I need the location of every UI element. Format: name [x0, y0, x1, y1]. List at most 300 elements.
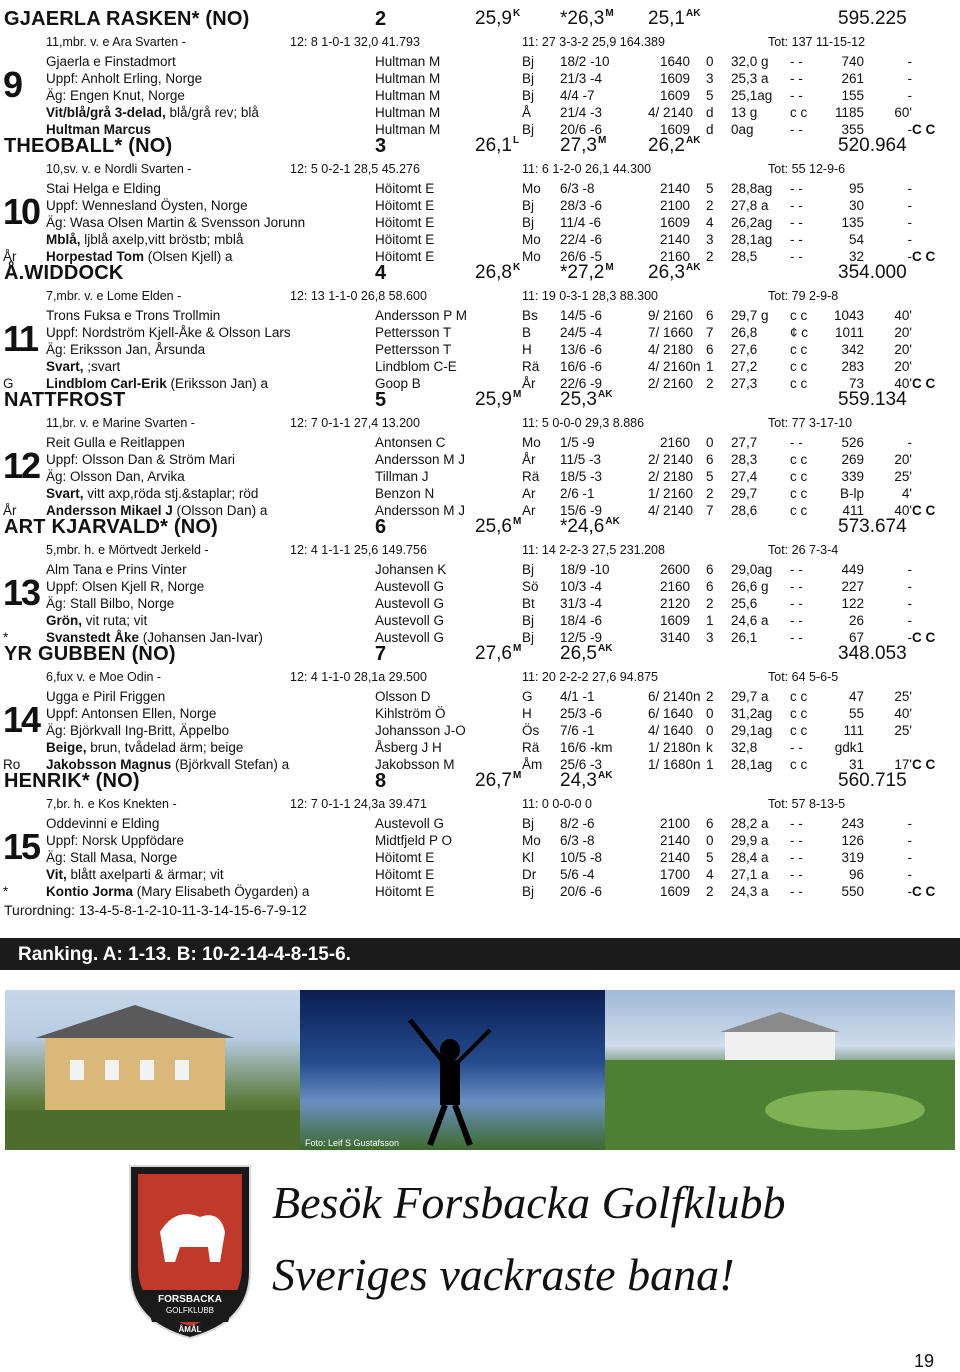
record-1-suffix: M	[512, 643, 522, 654]
row-description	[46, 54, 176, 69]
col-i: B-lp	[839, 486, 864, 501]
col-j: 17'	[894, 757, 912, 772]
col-c: Dr	[522, 867, 537, 882]
col-c: Rä	[522, 469, 540, 484]
col-h: c c	[790, 503, 808, 518]
horse-entry	[0, 643, 960, 773]
record-1-suffix: M	[512, 516, 522, 527]
col-e: 2100	[659, 198, 690, 213]
post-position	[375, 643, 386, 666]
race-row	[0, 486, 960, 503]
row-text: Äg: Olsson Dan, Arvika	[46, 469, 185, 484]
col-g: 32,8	[731, 740, 758, 755]
col-g: 27,4	[731, 469, 758, 484]
record-2-suffix: M	[597, 135, 607, 146]
col-c: Ös	[522, 723, 540, 738]
col-j: -	[907, 850, 912, 865]
col-d: 20/6 -6	[560, 884, 603, 899]
col-i: 96	[848, 867, 864, 882]
col-b: Tillman J	[375, 469, 429, 484]
horse-name	[4, 262, 124, 285]
col-i: 1043	[833, 308, 864, 323]
col-i: 526	[841, 435, 864, 450]
record-2	[560, 389, 612, 411]
col-d: 18/2 -10	[560, 54, 610, 69]
record-3	[648, 262, 700, 284]
record-1-suffix: L	[512, 135, 520, 146]
row-description	[46, 833, 184, 848]
horse-entry	[0, 8, 960, 138]
record-3-suffix: AK	[685, 8, 701, 19]
col-c: Bj	[522, 71, 535, 86]
col-b: Hultman M	[375, 88, 441, 103]
horse-name-value: ART KJARVALD* (NO)	[4, 516, 218, 538]
horse-name	[4, 643, 176, 666]
col-i: 126	[841, 833, 864, 848]
col-b: Johansen K	[375, 562, 447, 577]
col-i: 740	[841, 54, 864, 69]
race-row	[0, 215, 960, 232]
col-c: Mo	[522, 249, 541, 264]
post-position-value: 4	[375, 262, 387, 284]
info-desc: 7,mbr. v. e Lome Elden -	[46, 289, 182, 303]
start-number: 11	[3, 318, 38, 359]
col-g: 28,3	[731, 452, 758, 467]
col-e: 2160	[659, 435, 690, 450]
photo-golfer	[300, 990, 605, 1150]
race-row	[0, 706, 960, 723]
info-y12: 12: 13 1-1-0 26,8 58.600	[290, 289, 427, 303]
col-d: 5/6 -4	[560, 867, 595, 882]
col-g: 0ag	[731, 122, 754, 137]
col-f: 2	[706, 486, 714, 501]
col-h: - -	[790, 613, 803, 628]
race-row	[0, 579, 960, 596]
col-i: 1185	[834, 105, 864, 120]
race-row	[0, 325, 960, 342]
photo-golf-course	[605, 990, 955, 1150]
col-b: Höitomt E	[375, 181, 435, 196]
col-d: 18/4 -6	[560, 613, 603, 628]
horse-name-value: NATTFROST	[4, 389, 126, 411]
col-b: Austevoll G	[375, 579, 445, 594]
horse-name-value: THEOBALL* (NO)	[4, 135, 173, 157]
col-g: 24,3 a	[731, 884, 769, 899]
row-text: Trons Fuksa e Trons Trollmin	[46, 308, 221, 323]
col-e: 4/ 2180	[648, 342, 694, 357]
row-description	[46, 88, 185, 103]
row-text: Uppf: Olsen Kjell R, Norge	[46, 579, 205, 594]
col-c: Bs	[522, 308, 538, 323]
row-text: Äg: Wasa Olsen Martin & Svensson Jorunn	[46, 215, 306, 230]
col-b: Höitomt E	[375, 198, 435, 213]
prize-money-value: 560.715	[838, 770, 907, 791]
col-g: 27,7	[731, 435, 758, 450]
col-e: 1700	[659, 867, 690, 882]
col-e: 1640	[659, 54, 690, 69]
horse-entry	[0, 135, 960, 265]
row-bold-text: Lindblom Carl-Erik	[46, 376, 167, 391]
col-e: 6/ 2140n	[648, 689, 701, 704]
record-1	[475, 8, 520, 30]
row-prefix: *	[3, 630, 9, 645]
col-j: 40'	[894, 503, 912, 518]
record-3	[648, 770, 649, 792]
record-3-value: 26,2	[648, 135, 685, 156]
col-f: 2	[706, 376, 714, 391]
row-text: vitt axp,röda stj.&staplar; röd	[83, 486, 259, 501]
col-j: -	[907, 867, 912, 882]
row-text: (Mary Elisabeth Öygarden) a	[133, 884, 310, 899]
col-c: Bt	[522, 596, 535, 611]
col-b: Höitomt E	[375, 215, 435, 230]
col-g: 27,8 a	[731, 198, 769, 213]
race-row	[0, 54, 960, 71]
info-tot: Tot: 26 7-3-4	[768, 543, 839, 557]
col-h: - -	[790, 54, 803, 69]
col-b: Hultman M	[375, 54, 441, 69]
col-c: Bj	[522, 884, 535, 899]
col-i: 31	[848, 757, 864, 772]
row-description	[46, 850, 177, 865]
col-d: 18/5 -3	[560, 469, 603, 484]
info-y11: 11: 19 0-3-1 28,3 88.300	[522, 289, 658, 303]
record-2-suffix: M	[605, 8, 614, 19]
col-k: C C	[912, 884, 936, 899]
col-c: Mo	[522, 435, 541, 450]
col-e: 1609	[659, 88, 690, 103]
horse-info	[0, 797, 960, 812]
col-g: 24,6 a	[731, 613, 769, 628]
row-text: (Eriksson Jan) a	[166, 376, 269, 391]
col-d: 6/3 -8	[560, 181, 595, 196]
record-1-suffix: K	[512, 8, 521, 19]
row-description	[46, 71, 202, 86]
col-f: k	[706, 740, 713, 755]
col-i: 122	[841, 596, 864, 611]
col-h: - -	[790, 198, 803, 213]
race-row	[0, 596, 960, 613]
col-j: -	[907, 562, 912, 577]
horse-entry	[0, 516, 960, 646]
info-y11: 11: 0 0-0-0 0	[522, 797, 592, 811]
col-d: 13/6 -6	[560, 342, 603, 357]
col-i: 261	[841, 71, 864, 86]
col-e: 1609	[659, 71, 690, 86]
row-bold-text: Hultman Marcus	[46, 122, 152, 137]
row-bold-text: Horpestad Tom	[46, 249, 145, 264]
row-description	[46, 613, 147, 628]
col-i: 449	[841, 562, 864, 577]
col-d: 22/6 -9	[560, 376, 603, 391]
horse-info	[0, 416, 960, 431]
col-k: C C	[912, 503, 936, 518]
col-d: 26/6 -5	[560, 249, 603, 264]
record-1-value: 27,6	[475, 643, 512, 664]
row-text: (Björkvall Stefan) a	[171, 757, 290, 772]
post-position-value: 3	[375, 135, 387, 157]
row-bold-text: Andersson Mikael J	[46, 503, 173, 518]
col-e: 2100	[659, 816, 690, 831]
prize-money	[838, 8, 907, 30]
col-c: Bj	[522, 613, 535, 628]
col-d: 11/5 -3	[560, 452, 602, 467]
col-c: Bj	[522, 816, 535, 831]
record-2-suffix: AK	[597, 770, 613, 781]
col-d: 22/4 -6	[560, 232, 603, 247]
col-g: 25,3 a	[731, 71, 769, 86]
col-g: 27,3	[731, 376, 758, 391]
row-text: Gjaerla e Finstadmort	[46, 54, 176, 69]
col-g: 32,0 g	[731, 54, 769, 69]
record-1-value: 25,6	[475, 516, 512, 537]
col-e: 1609	[659, 884, 690, 899]
info-y12: 12: 7 0-1-1 24,3a 39.471	[290, 797, 427, 811]
col-d: 7/6 -1	[560, 723, 595, 738]
horse-name	[4, 770, 140, 793]
row-description	[46, 884, 309, 899]
col-h: - -	[790, 232, 803, 247]
row-prefix: År	[3, 503, 17, 518]
col-c: G	[522, 689, 533, 704]
race-row	[0, 740, 960, 757]
info-y12: 12: 7 0-1-1 27,4 13.200	[290, 416, 420, 430]
col-e: 2140	[659, 181, 690, 196]
record-3-suffix: AK	[685, 262, 701, 273]
col-j: 20'	[894, 452, 912, 467]
row-description	[46, 689, 165, 704]
col-i: 47	[848, 689, 864, 704]
record-2-suffix: M	[605, 262, 614, 273]
col-h: - -	[790, 435, 803, 450]
record-2-suffix: AK	[597, 389, 613, 400]
col-h: - -	[790, 630, 803, 645]
row-text: Ugga e Piril Friggen	[46, 689, 166, 704]
col-h: c c	[790, 689, 808, 704]
horse-entry	[0, 262, 960, 392]
horse-info	[0, 289, 960, 304]
record-2-value: 27,3	[560, 135, 597, 156]
col-e: 2160	[659, 249, 690, 264]
col-d: 6/3 -8	[560, 833, 595, 848]
row-text: Alm Tana e Prins Vinter	[46, 562, 187, 577]
post-position	[375, 389, 386, 412]
row-description	[46, 816, 159, 831]
col-k: C C	[912, 630, 936, 645]
info-y11: 11: 5 0-0-0 29,3 8.886	[522, 416, 645, 430]
col-b: Höitomt E	[375, 884, 435, 899]
prize-money-value: 354.000	[838, 262, 907, 283]
row-text: Uppf: Nordström Kjell-Åke & Olsson Lars	[46, 325, 291, 340]
col-g: 28,1ag	[731, 232, 773, 247]
col-j: 40'	[894, 706, 912, 721]
col-c: År	[522, 376, 536, 391]
col-h: - -	[790, 579, 803, 594]
col-c: Ar	[522, 486, 536, 501]
row-description	[46, 562, 187, 577]
col-f: 2	[706, 884, 714, 899]
row-text: brun, tvådelad ärm; beige	[86, 740, 244, 755]
col-j: 60'	[894, 105, 912, 120]
record-2-value: 26,5	[560, 643, 597, 664]
col-c: H	[522, 706, 532, 721]
col-d: 2/6 -1	[560, 486, 595, 501]
info-desc: 7,br. h. e Kos Knekten -	[46, 797, 177, 811]
col-f: 1	[706, 613, 714, 628]
col-c: Å	[522, 105, 532, 120]
col-f: 0	[706, 723, 714, 738]
ad-headline: Besök Forsbacka Golfklubb	[272, 1177, 786, 1228]
col-i: 155	[841, 88, 864, 103]
col-g: 26,1	[731, 630, 758, 645]
col-g: 28,1ag	[731, 757, 773, 772]
record-3	[648, 643, 649, 665]
horse-name	[4, 516, 218, 539]
col-e: 1/ 1680n	[648, 757, 701, 772]
col-h: c c	[790, 376, 808, 391]
col-i: 227	[841, 579, 864, 594]
record-1-suffix: M	[512, 389, 522, 400]
record-1-value: 26,8	[475, 262, 512, 283]
row-text: ;svart	[83, 359, 121, 374]
row-text: Uppf: Wennesland Öysten, Norge	[46, 198, 248, 213]
post-position-value: 8	[375, 770, 387, 792]
col-h: - -	[790, 816, 803, 831]
record-2-suffix: AK	[605, 516, 620, 527]
col-c: Kl	[522, 850, 535, 865]
race-row	[0, 689, 960, 706]
row-prefix: G	[3, 376, 14, 391]
row-bold-text: Kontio Jorma	[46, 884, 134, 899]
post-position	[375, 8, 386, 31]
col-e: 9/ 2160	[648, 308, 694, 323]
col-e: 2/ 2140	[648, 452, 694, 467]
col-b: Höitomt E	[375, 249, 435, 264]
col-f: 4	[706, 215, 714, 230]
col-c: Bj	[522, 198, 535, 213]
col-c: Åm	[522, 757, 543, 772]
col-b: Lindblom C-E	[375, 359, 457, 374]
record-2-value: 25,3	[560, 389, 597, 410]
col-i: 550	[841, 884, 864, 899]
horse-header	[0, 8, 960, 34]
col-i: 67	[848, 630, 864, 645]
col-h: - -	[790, 215, 803, 230]
col-e: 2/ 2180	[648, 469, 694, 484]
page-number: 19	[913, 1351, 934, 1371]
row-bold-text: Jakobsson Magnus	[46, 757, 172, 772]
col-e: 4/ 2160n	[648, 359, 701, 374]
col-h: c c	[790, 757, 808, 772]
race-row	[0, 833, 960, 850]
col-e: 3140	[659, 630, 690, 645]
info-y11: 11: 14 2-2-3 27,5 231.208	[522, 543, 665, 557]
col-i: 1011	[834, 325, 864, 340]
start-number: 14	[3, 699, 40, 740]
col-b: Johansson J-O	[375, 723, 466, 738]
record-1-suffix: M	[512, 770, 522, 781]
col-j: 20'	[894, 325, 912, 340]
prize-money	[838, 643, 907, 665]
col-c: Mo	[522, 181, 541, 196]
row-text: blå/grå rev; blå	[165, 105, 259, 120]
row-description	[46, 867, 224, 882]
race-row	[0, 723, 960, 740]
race-row	[0, 850, 960, 867]
row-text: vit ruta; vit	[82, 613, 148, 628]
col-c: Bj	[522, 562, 535, 577]
row-description	[46, 308, 220, 323]
col-f: 3	[706, 232, 714, 247]
col-c: Mo	[522, 232, 541, 247]
record-1-value: 25,9	[475, 389, 512, 410]
col-j: 25'	[894, 469, 912, 484]
col-e: 4/ 1640	[648, 723, 694, 738]
col-i: 26	[848, 613, 864, 628]
col-e: 1609	[659, 122, 690, 137]
col-j: 4'	[901, 486, 912, 501]
col-b: Pettersson T	[375, 342, 452, 357]
col-h: - -	[790, 833, 803, 848]
record-2	[560, 770, 612, 792]
record-1	[475, 389, 521, 411]
col-b: Kihlström Ö	[375, 706, 446, 721]
race-row	[0, 71, 960, 88]
col-g: 28,5	[731, 249, 758, 264]
ranking-text: Ranking. A: 1-13. B: 10-2-14-4-8-15-6.	[18, 944, 351, 965]
col-i: 319	[841, 850, 864, 865]
col-i: 54	[848, 232, 864, 247]
col-j: 40'	[894, 376, 912, 391]
horse-info	[0, 35, 960, 50]
col-e: 4/ 2140	[648, 503, 694, 518]
start-number: 9	[3, 64, 22, 105]
col-e: 1/ 2160	[648, 486, 694, 501]
col-b: Austevoll G	[375, 613, 445, 628]
record-3-suffix: AK	[685, 135, 701, 146]
col-j: 20'	[894, 359, 912, 374]
row-bold-text: Vit/blå/grå 3-delad,	[46, 105, 166, 120]
col-j: -	[907, 596, 912, 611]
col-c: År	[522, 452, 536, 467]
col-d: 11/4 -6	[560, 215, 602, 230]
row-text: Uppf: Antonsen Ellen, Norge	[46, 706, 217, 721]
record-2-value: *26,3	[560, 8, 605, 29]
row-prefix: Ro	[3, 757, 21, 772]
prize-money	[838, 770, 907, 792]
col-g: 29,1ag	[731, 723, 773, 738]
col-b: Hultman M	[375, 105, 441, 120]
record-1	[475, 770, 521, 792]
post-position-value: 5	[375, 389, 387, 411]
col-f: 6	[706, 562, 714, 577]
col-f: 3	[706, 630, 714, 645]
col-g: 28,4 a	[731, 850, 769, 865]
col-k: C C	[912, 376, 936, 391]
race-row	[0, 88, 960, 105]
row-bold-text: Svart,	[46, 359, 84, 374]
col-j: 25'	[894, 723, 912, 738]
col-i: gdk1	[834, 740, 864, 755]
col-i: 95	[848, 181, 864, 196]
col-g: 25,6	[731, 596, 758, 611]
col-i: 339	[841, 469, 864, 484]
info-y12: 12: 4 1-1-1 25,6 149.756	[290, 543, 427, 557]
record-2-suffix: AK	[597, 643, 613, 654]
info-tot: Tot: 64 5-6-5	[768, 670, 839, 684]
club-logo	[120, 1162, 260, 1342]
col-c: H	[522, 342, 532, 357]
